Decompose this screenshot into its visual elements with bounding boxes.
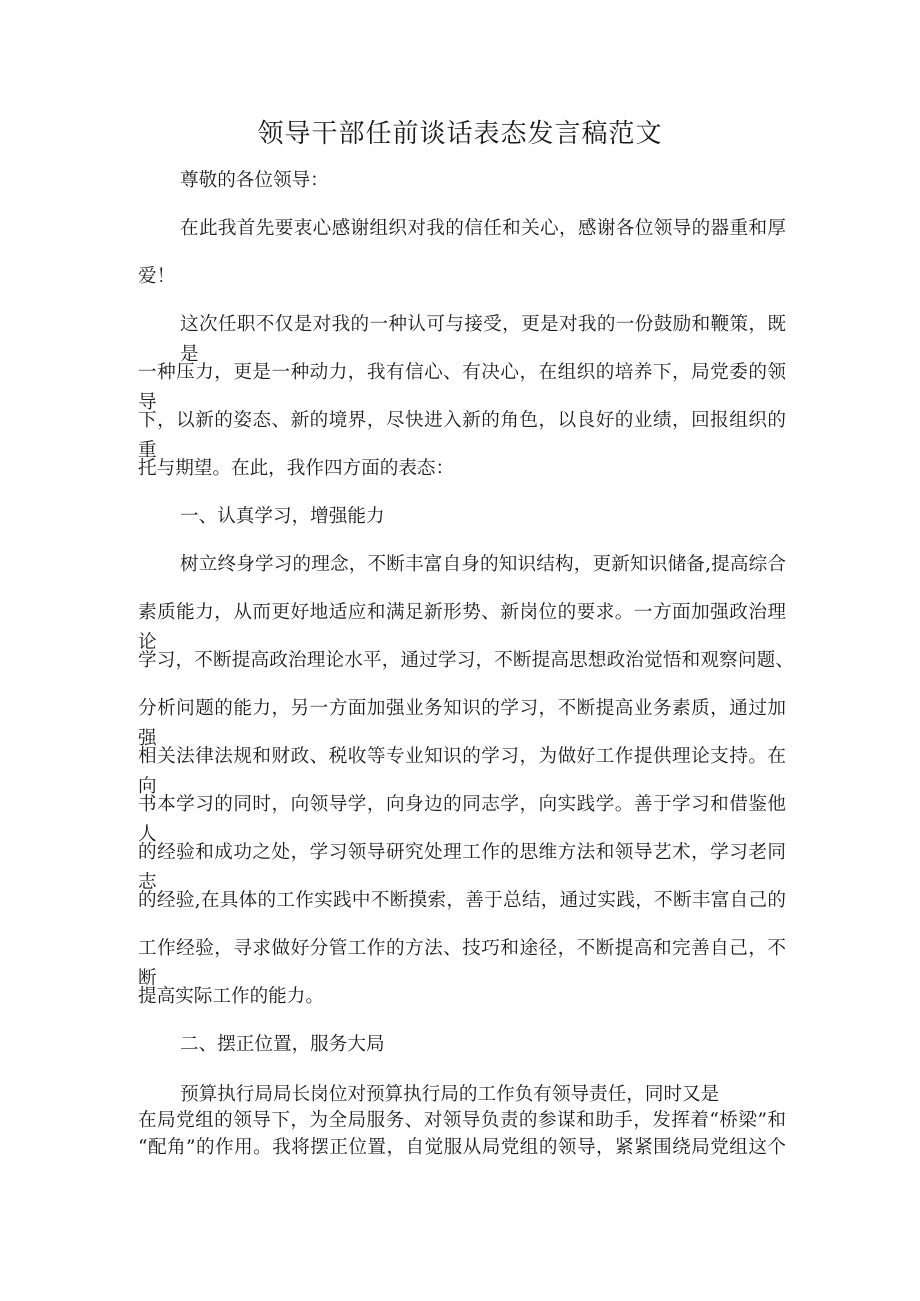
section-heading: 一、认真学习，增强能力 xyxy=(180,506,385,527)
paragraph-line: 的经验和成功之处，学习领导研究处理工作的思维方法和领导艺术，学习老同志 xyxy=(138,842,786,893)
paragraph-line: 书本学习的同时，向领导学，向身边的同志学，向实践学。善于学习和借鉴他人 xyxy=(138,794,786,845)
paragraph-line: 下，以新的姿态、新的境界，尽快进入新的角色，以良好的业绩，回报组织的重 xyxy=(138,410,786,461)
paragraph-line: 托与期望。在此，我作四方面的表态： xyxy=(138,458,455,479)
paragraph-line: 预算执行局局长岗位对预算执行局的工作负有领导责任，同时又是 xyxy=(180,1084,720,1105)
document-title: 领导干部任前谈话表态发言稿范文 xyxy=(257,119,663,149)
paragraph-line: 分析问题的能力，另一方面加强业务知识的学习，不断提高业务素质，通过加强 xyxy=(138,698,786,749)
paragraph-line: 相关法律法规和财政、税收等专业知识的学习，为做好工作提供理论支持。在向 xyxy=(138,746,786,797)
paragraph-line: 学习，不断提高政治理论水平，通过学习，不断提高思想政治觉悟和观察问题、 xyxy=(138,650,794,671)
paragraph-line: 这次任职不仅是对我的一种认可与接受，更是对我的一份鼓励和鞭策，既是 xyxy=(180,314,786,365)
paragraph-line: 在此我首先要衷心感谢组织对我的信任和关心，感谢各位领导的器重和厚 xyxy=(180,218,786,239)
paragraph-line: 的经验,在具体的工作实践中不断摸索，善于总结，通过实践，不断丰富自己的 xyxy=(138,890,786,911)
paragraph-line: 在局党组的领导下，为全局服务、对领导负责的参谋和助手，发挥着“桥梁”和 xyxy=(138,1110,786,1131)
paragraph-line: 工作经验，寻求做好分管工作的方法、技巧和途径，不断提高和完善自己，不断 xyxy=(138,938,786,989)
paragraph-line: 素质能力，从而更好地适应和满足新形势、新岗位的要求。一方面加强政治理论 xyxy=(138,602,786,653)
paragraph-line: 树立终身学习的理念，不断丰富自身的知识结构，更新知识储备,提高综合 xyxy=(180,554,786,575)
paragraph-line: “配角”的作用。我将摆正位置，自觉服从局党组的领导，紧紧围绕局党组这个 xyxy=(138,1137,786,1158)
paragraph-line: 爱！ xyxy=(138,266,176,287)
section-heading: 二、摆正位置，服务大局 xyxy=(180,1034,385,1055)
salutation: 尊敬的各位领导： xyxy=(180,170,329,191)
paragraph-line: 一种压力，更是一种动力，我有信心、有决心，在组织的培养下，局党委的领导 xyxy=(138,362,786,413)
paragraph-line: 提高实际工作的能力。 xyxy=(138,986,324,1007)
